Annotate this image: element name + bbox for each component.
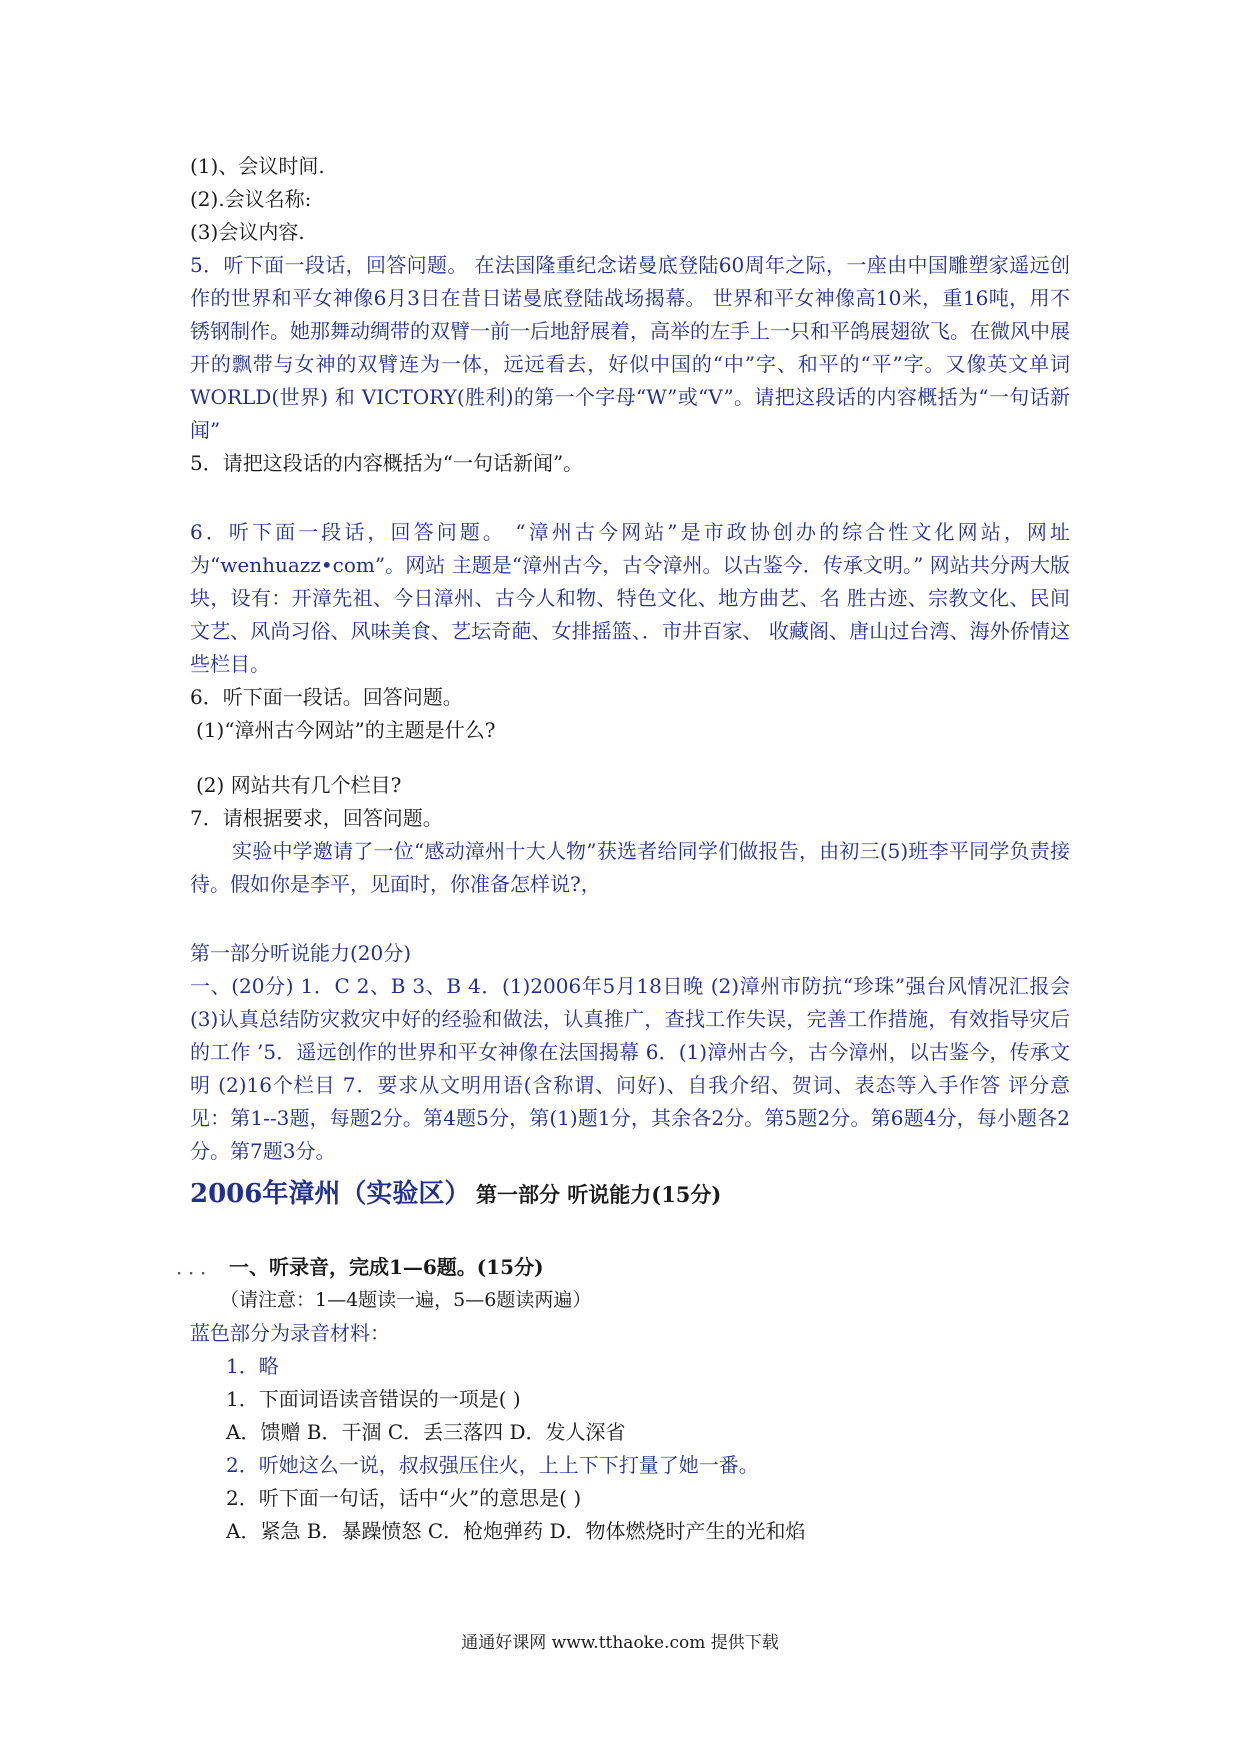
item2-question: 2．听下面一句话，话中“火”的意思是( ) (226, 1486, 582, 1510)
q6-sub-question-1: (1)“漳州古今网站”的主题是什么? (196, 718, 496, 742)
q7-material: 实验中学邀请了一位“感动漳州十大人物”获选者给同学们做报告，由初三(5)班李平同学负责接待。假如你是李平，见面时，你准备怎样说?， (190, 839, 1070, 896)
q5-material: 5．听下面一段话，回答问题。 在法国隆重纪念诺曼底登陆60周年之际，一座由中国雕塑家遥远创作的世界和平女神像6月3日在昔日诺曼底登陆战场揭幕。 世界和平女神像高10米，重16吨，用不锈钢制作。她那舞动绸带的双臂一前一后地舒展着，高举的左手上一只和平鸽展翅欲飞。在微风中展开的飘带与女神的双臂连为一体，远远看去，好似中国的“中”字、和平的“平”字。又像英文单词 WORLD(世界) 和 VICTORY(胜利)的第一个字母“W”或“V”。请把这段话的内容概括为“一句话新闻” (190, 253, 1070, 442)
q7-question: 7．请根据要求，回答问题。 (190, 806, 443, 830)
meeting-content-line: (3)会议内容. (190, 220, 305, 244)
item1-options: A．馈赠 B．干涸 C．丢三落四 D．发人深省 (226, 1420, 626, 1444)
item2-material: 2．听她这么一说，叔叔强压住火，上上下下打量了她一番。 (226, 1453, 759, 1477)
section-title-blue: 2006年漳州（实验区） (190, 1179, 471, 1209)
listening-section-head-text: 一、听录音，完成1—6题。(15分) (228, 1255, 544, 1279)
q6-sub-question-2: (2) 网站共有几个栏目? (196, 773, 402, 797)
meeting-name-line: (2).会议名称: (190, 187, 312, 211)
page-content (176, 150, 1070, 1548)
answers-body: 一、(20分) 1．C 2、B 3、B 4．(1)2006年5月18日晚 (2)漳州市防抗“珍珠”强台风情况汇报会 (3)认真总结防灾救灾中好的经验和做法，认真推广，查找工作失误，完善工作措施，有效指导灾后的工作 ’5．遥远创作的世界和平女神像在法国揭幕 6．(1)漳州古今，古今漳州，以古鉴今，传承文明 (2)16个栏目 7．要求从文明用语(含称谓、问好)、自我介绍、贺词、表态等入手作答 评分意见：第1--3题，每题2分。第4题5分，第(1)题1分，其余各2分。第5题2分。第6题4分，每小题各2分。第7题3分。 (190, 974, 1070, 1163)
item1-material: 1．略 (226, 1354, 279, 1378)
section-title (190, 1174, 1070, 1217)
q5-question: 5．请把这段话的内容概括为“一句话新闻”。 (190, 451, 584, 475)
listening-section-head (176, 1251, 1070, 1284)
q6-material: 6．听下面一段话，回答问题。 “漳州古今网站”是市政协创办的综合性文化网站，网址为“wenhuazz•com”。网站 主题是“漳州古今，古令漳州。以古鉴今．传承文明。” 网站共分两大版块，设有：开漳先祖、今日漳州、古今人和物、特色文化、地方曲艺、名 胜古迹、宗教文化、民间文艺、风尚习俗、风味美食、艺坛奇葩、女排摇篮、．市井百家、 收藏阁、唐山过台湾、海外侨情这些栏目。 (190, 520, 1070, 676)
item1-question: 1．下面词语读音错误的一项是( ) (226, 1387, 521, 1411)
q6-question: 6．听下面一段话。回答问题。 (190, 685, 463, 709)
section-title-black: 第一部分 听说能力(15分) (475, 1182, 722, 1207)
leader-dots: ．．． (176, 1255, 222, 1279)
page-footer: 通通好课网 www.tthaoke.com 提供下载 (461, 1633, 779, 1653)
meeting-time-line: (1)、会议时间. (190, 154, 325, 178)
blue-part-note: 蓝色部分为录音材料： (190, 1321, 390, 1345)
item2-options: A．紧急 B．暴躁愤怒 C．枪炮弹药 D．物体燃烧时产生的光和焰 (226, 1519, 806, 1543)
answers-title: 第一部分听说能力(20分) (190, 941, 412, 965)
reading-note: （请注意：1—4题读一遍，5—6题读两遍） (220, 1289, 592, 1311)
